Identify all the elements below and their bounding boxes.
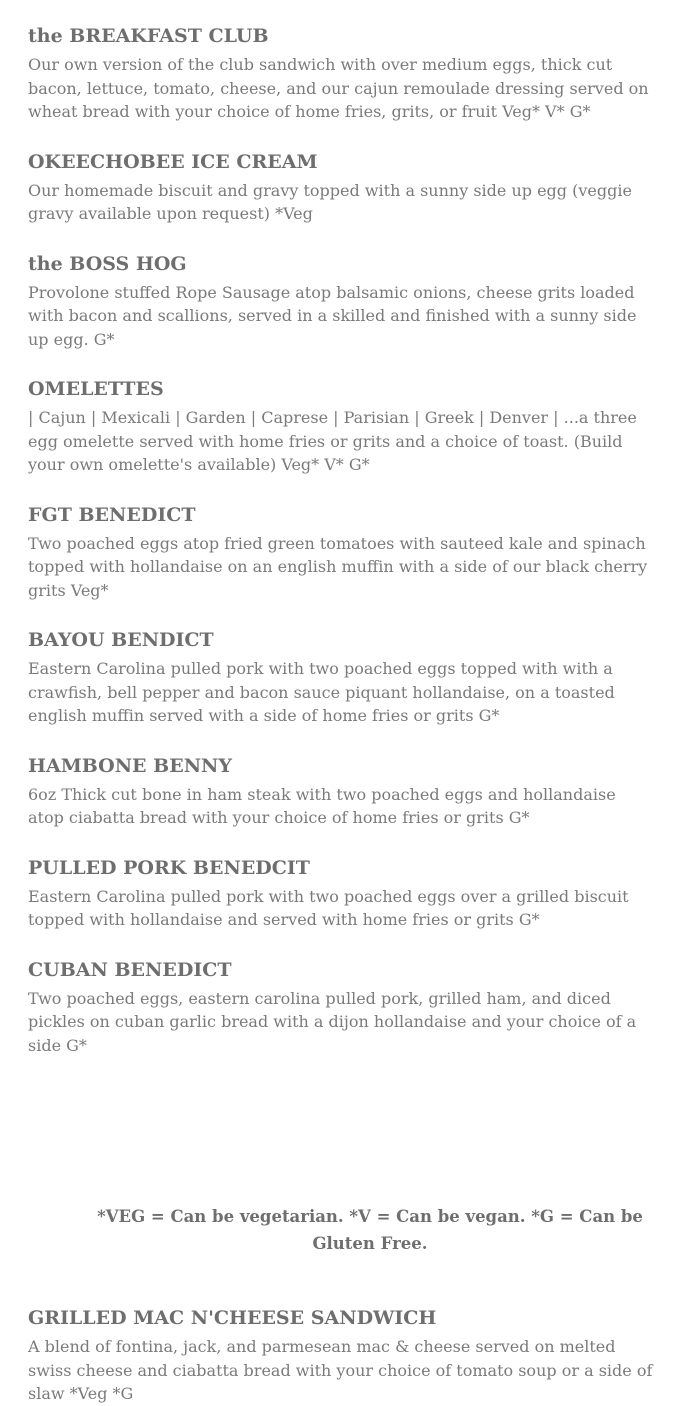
menu-item-description: Our own version of the club sandwich with over medium eggs, thick cut bacon, lettuce, tomato, cheese, and our cajun remoulade dressing served on wheat bread with your choice of home fries, grits, or fruit Veg* V* G* (28, 55, 649, 121)
menu-item-description: Eastern Carolina pulled pork with two poached eggs topped with with a crawfish, bell pepper and bacon sauce piquant hollandaise, on a toasted english muffin served with a side of home fries or grits G* (28, 659, 615, 725)
menu-item-cuban-benedict (28, 958, 658, 1058)
menu-item-title: the BREAKFAST CLUB (28, 25, 269, 47)
menu-item-title: HAMBONE BENNY (28, 754, 232, 777)
menu-item-description: Two poached eggs atop fried green tomatoes with sauteed kale and spinach topped with hollandaise on an english muffin with a side of our black cherry grits Veg* (28, 533, 648, 600)
menu-item-title: FGT BENEDICT (28, 503, 196, 526)
menu-item-description: 6oz Thick cut bone in ham steak with two poached eggs and hollandaise atop ciabatta bread with your choice of home fries or grits G* (28, 784, 616, 827)
menu-list (28, 24, 658, 1083)
menu-item-title: OMELETTES (28, 378, 164, 400)
menu-item-breakfast-club (28, 24, 658, 124)
menu-item-description: Two poached eggs, eastern carolina pulled pork, grilled ham, and diced pickles on cuban garlic bread with a dijon hollandaise and your choice of a side G* (28, 988, 637, 1055)
menu-item-omelettes (28, 377, 658, 477)
menu-item-fgt-benedict (28, 503, 658, 603)
menu-item-grilled-mac-n-cheese (28, 1306, 658, 1406)
menu-item-okeechobee-ice-cream (28, 150, 658, 226)
menu-item-title: the BOSS HOG (28, 252, 187, 275)
menu-item-bayou-bendict (28, 628, 658, 728)
menu-item-boss-hog (28, 252, 658, 352)
menu-item-title: GRILLED MAC N'CHEESE SANDWICH (28, 1307, 437, 1329)
menu-item-title: CUBAN BENEDICT (28, 958, 232, 981)
menu-item-description: Eastern Carolina pulled pork with two poached eggs over a grilled biscuit topped with hollandaise and served with home fries or grits G* (28, 886, 629, 929)
dietary-legend (0, 1203, 690, 1257)
menu-item-description: A blend of fontina, jack, and parmesean mac & cheese served on melted swiss cheese and ciabatta bread with your choice of tomato soup or a side of slaw *Veg *G (28, 1337, 653, 1403)
menu-item-hambone-benny (28, 754, 658, 830)
menu-item-title: BAYOU BENDICT (28, 629, 214, 651)
dietary-legend-text: *VEG = Can be vegetarian. *V = Can be vegan. *G = Can be Gluten Free. (97, 1207, 643, 1253)
menu-item-description: | Cajun | Mexicali | Garden | Caprese | Parisian | Greek | Denver | ...a three egg omelette served with home fries or grits and a choice of toast. (Build your own omelette's available) Veg* V* G* (28, 408, 637, 474)
menu-item-title: OKEECHOBEE ICE CREAM (28, 150, 318, 173)
menu-item-title: PULLED PORK BENEDCIT (28, 856, 310, 879)
menu-item-description: Our homemade biscuit and gravy topped with a sunny side up egg (veggie gravy available upon request) *Veg (28, 180, 632, 223)
menu-item-description: Provolone stuffed Rope Sausage atop balsamic onions, cheese grits loaded with bacon and scallions, served in a skilled and finished with a sunny side up egg. G* (28, 282, 637, 349)
menu-item-pulled-pork-benedcit (28, 856, 658, 932)
